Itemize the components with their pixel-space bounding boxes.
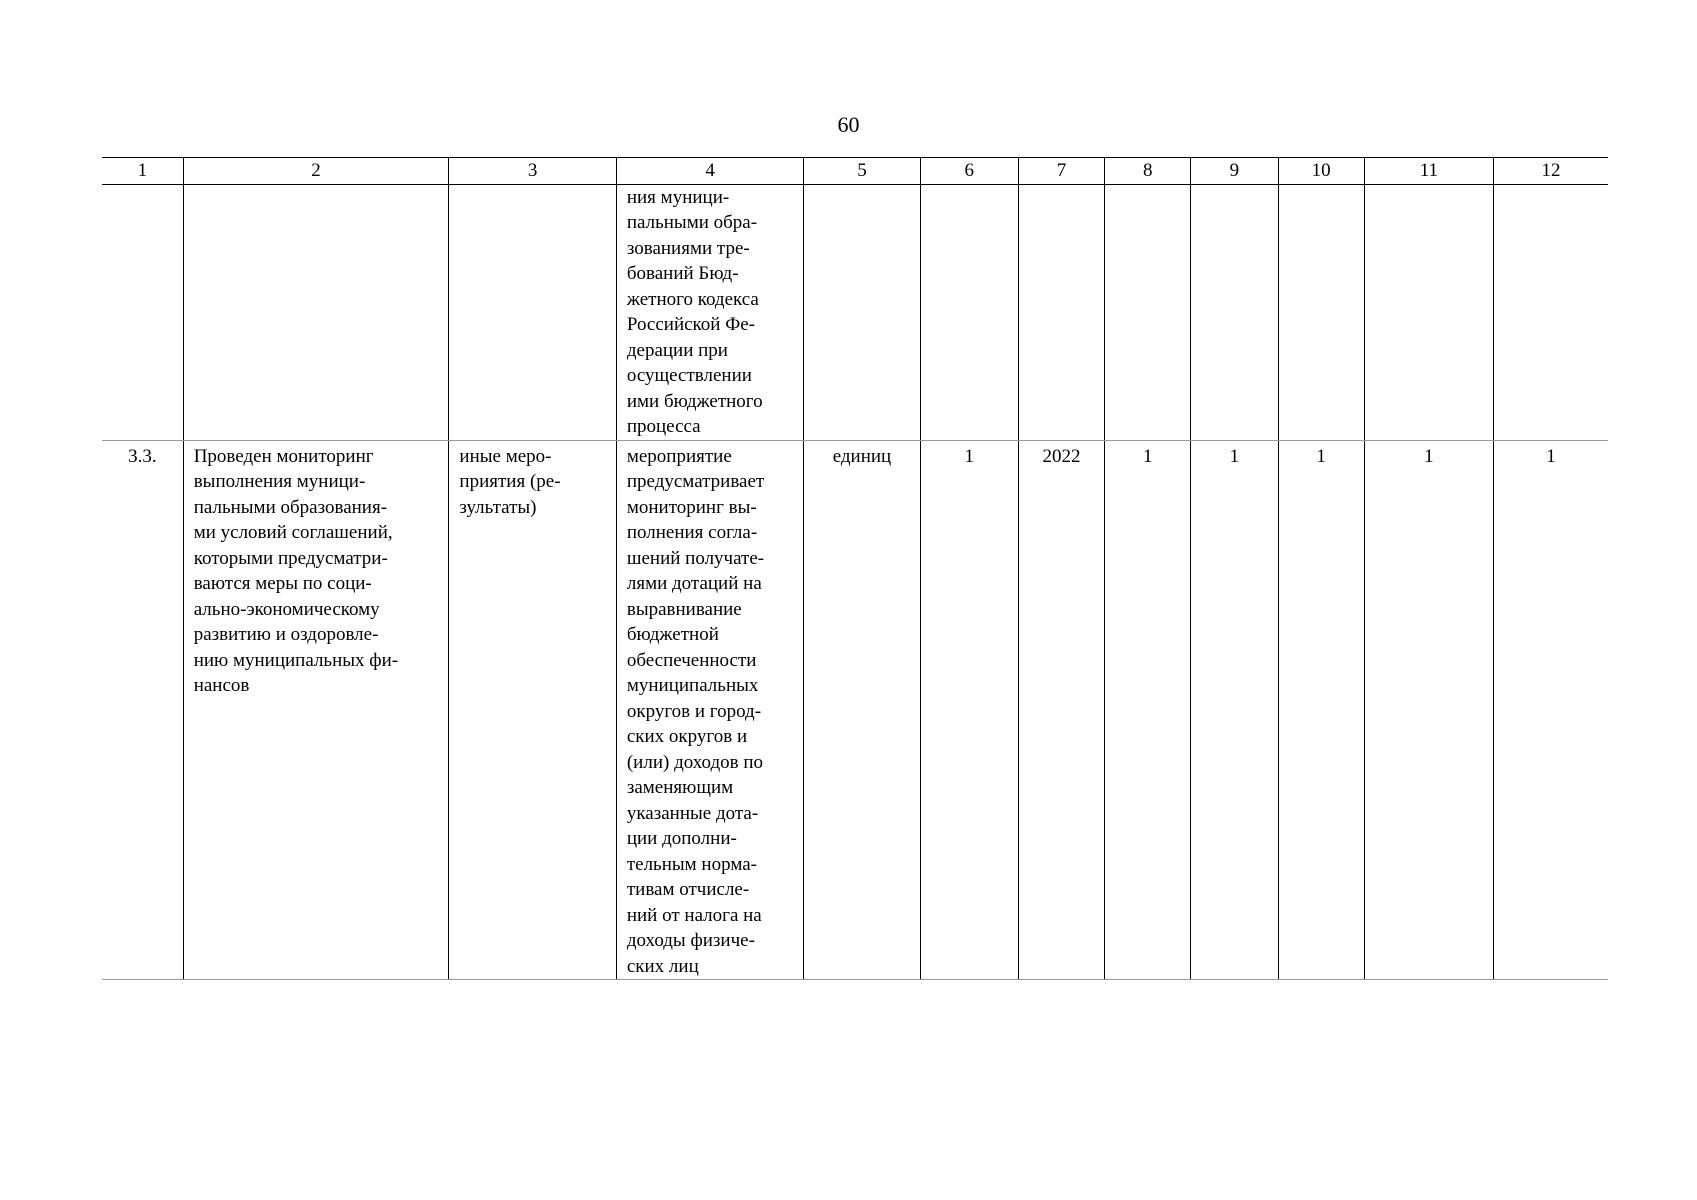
measures-table: [102, 157, 1608, 980]
continuation-description-cell: [616, 184, 803, 440]
text-line: иные меро-: [459, 445, 552, 467]
header-cell-7: 7: [1018, 158, 1104, 185]
header-row: [102, 158, 1608, 185]
text-line: муниципальных: [626, 675, 759, 696]
text-line: осуществлении: [626, 365, 752, 386]
text-line: мероприятие: [626, 445, 732, 467]
text-line: округов и город-: [626, 700, 762, 722]
value-cell-9: 1: [1191, 440, 1278, 980]
value-cell-10: 1: [1278, 440, 1364, 980]
text-line: тивам отчисле-: [626, 879, 750, 900]
value-cell-11: 1: [1364, 440, 1493, 980]
base-value-cell: 1: [920, 440, 1018, 980]
header-cell-12: 12: [1494, 158, 1608, 185]
text-line: ний от налога на: [626, 904, 762, 926]
text-line: дерации при: [626, 339, 728, 361]
header-cell-2: 2: [183, 158, 449, 185]
text-line: зультаты): [459, 496, 537, 518]
text-line: зованиями тре-: [626, 237, 750, 259]
header-cell-5: 5: [804, 158, 920, 185]
text-line: тельным норма-: [626, 853, 757, 875]
text-line: пальными образования-: [193, 496, 388, 518]
text-line: предусматривает: [626, 471, 765, 492]
header-cell-10: 10: [1278, 158, 1364, 185]
text-line: выравнивание: [626, 598, 742, 620]
text-line: шений получате-: [626, 547, 765, 569]
header-cell-8: 8: [1105, 158, 1191, 185]
text-line: обеспеченности: [626, 649, 757, 671]
text-line: ально-экономическому: [193, 598, 380, 620]
text-line: Российской Фе-: [626, 314, 756, 335]
text-line: бований Бюд-: [626, 263, 739, 284]
value-cell-12: 1: [1494, 440, 1608, 980]
result-name-cell: [183, 440, 449, 980]
unit-cell: единиц: [804, 440, 920, 980]
text-line: выполнения муници-: [193, 471, 366, 492]
type-cell: [449, 440, 616, 980]
text-line: указанные дота-: [626, 802, 759, 824]
text-line: нансов: [193, 675, 250, 696]
table-row-3-3: [102, 440, 1608, 980]
text-line: (или) доходов по: [626, 751, 764, 773]
text-line: доходы физиче-: [626, 930, 755, 951]
text-line: Проведен мониторинг: [193, 445, 374, 467]
text-line: приятия (ре-: [459, 471, 561, 492]
text-line: ции дополни-: [626, 828, 737, 849]
row-number-cell: 3.3.: [102, 440, 183, 980]
header-cell-4: 4: [616, 158, 803, 185]
text-line: ми условий соглашений,: [193, 522, 393, 543]
text-line: ния муници-: [626, 186, 730, 208]
base-year-cell: 2022: [1018, 440, 1104, 980]
page-number: 60: [837, 112, 860, 137]
header-cell-1: 1: [102, 158, 183, 185]
text-line: ваются меры по соци-: [193, 573, 372, 594]
continuation-row: [102, 184, 1608, 440]
header-cell-9: 9: [1191, 158, 1278, 185]
header-cell-11: 11: [1364, 158, 1493, 185]
text-line: лями дотаций на: [626, 573, 762, 594]
text-line: полнения согла-: [626, 522, 758, 543]
description-cell: [616, 440, 803, 980]
text-line: ских лиц: [626, 955, 699, 977]
text-line: ских округов и: [626, 726, 748, 747]
text-line: ими бюджетного: [626, 390, 763, 412]
text-line: бюджетной: [626, 624, 719, 645]
text-line: заменяющим: [626, 777, 734, 798]
text-line: которыми предусматри-: [193, 547, 388, 569]
text-line: процесса: [626, 416, 701, 437]
value-cell-8: 1: [1105, 440, 1191, 980]
header-cell-3: 3: [449, 158, 616, 185]
text-line: нию муниципальных фи-: [193, 649, 399, 671]
text-line: мониторинг вы-: [626, 496, 757, 518]
text-line: жетного кодекса: [626, 288, 759, 310]
text-line: пальными обра-: [626, 212, 758, 233]
text-line: развитию и оздоровле-: [193, 624, 379, 645]
header-cell-6: 6: [920, 158, 1018, 185]
